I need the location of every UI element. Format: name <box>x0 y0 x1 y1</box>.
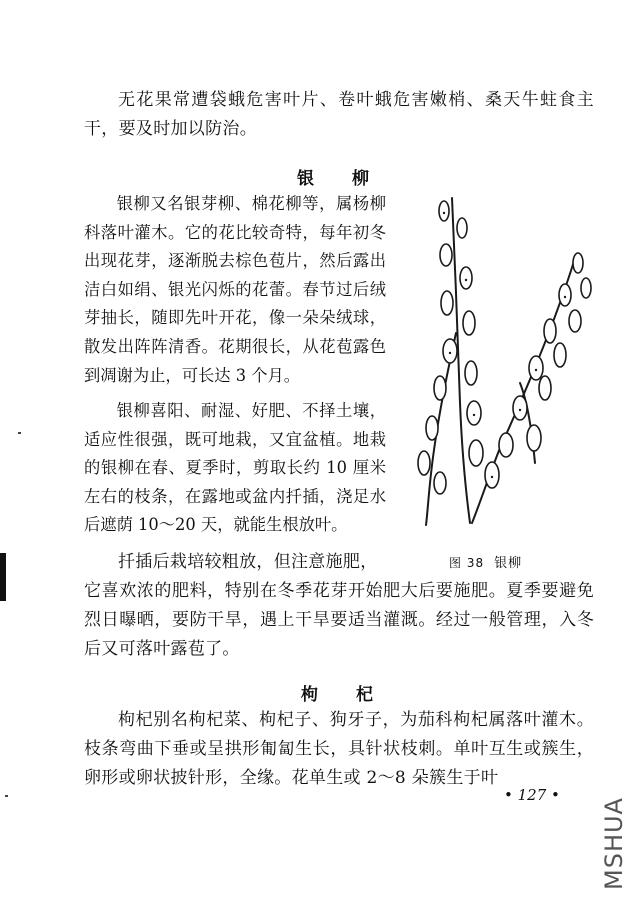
watermark: MSHUA <box>600 797 628 890</box>
section-title-yinliu: 银柳 <box>297 169 407 189</box>
willow-illustration <box>400 183 600 538</box>
yinliu-paragraph-3-first-line: 扦插后栽培较粗放，但注意施肥， <box>118 552 378 572</box>
intro-paragraph: 无花果常遭袋蛾危害叶片、卷叶蛾危害嫩梢、桑天牛蛀食主干，要及时加以防治。 <box>84 90 594 139</box>
figure-caption <box>449 552 522 571</box>
yinliu-paragraph-1: 银柳又名银芽柳、棉花柳等，属杨柳科落叶灌木。它的花比较奇特，每年初冬出现花芽，逐渐脱去棕色苞片，然后露出洁白如绢、银光闪烁的花蕾。春节过后绒芽抽长，随即先叶开花，像一朵朵绒球，散发出阵阵清香。花期很长，从花苞露色到凋谢为止，可长达 3 个月。 <box>84 194 386 385</box>
figure-caption-text: 银柳 <box>494 556 523 571</box>
scan-speck <box>5 795 8 797</box>
figure-number: 图 38 <box>449 556 485 570</box>
gouqi-paragraph-1: 枸杞别名枸杞菜、枸杞子、狗牙子，为茄科枸杞属落叶灌木。枝条弯曲下垂或呈拱形匍匐生长，具针状枝刺。单叶互生或簇生，卵形或卵状披针形，全缘。花单生或 2～8 朵簇生于叶 <box>84 710 594 788</box>
section-title-gouqi: 枸杞 <box>301 685 411 705</box>
yinliu-paragraph-3-rest: 它喜欢浓的肥料，特别在冬季花芽开始肥大后要施肥。夏季要避免烈日曝晒，要防干旱，遇上干旱要适当灌溉。经过一般管理，入冬后又可落叶露苞了。 <box>84 581 594 659</box>
page-number: • 127 • <box>504 786 560 804</box>
scan-edge-mark <box>0 553 6 601</box>
scan-speck <box>18 432 21 434</box>
yinliu-paragraph-2: 银柳喜阳、耐湿、好肥、不择土壤，适应性很强，既可地栽，又宜盆植。地栽的银柳在春、夏季时，剪取长约 10 厘米左右的枝条，在露地或盆内扦插，浇足水后遮荫 10～20 天，就能生根放叶。 <box>84 401 386 535</box>
